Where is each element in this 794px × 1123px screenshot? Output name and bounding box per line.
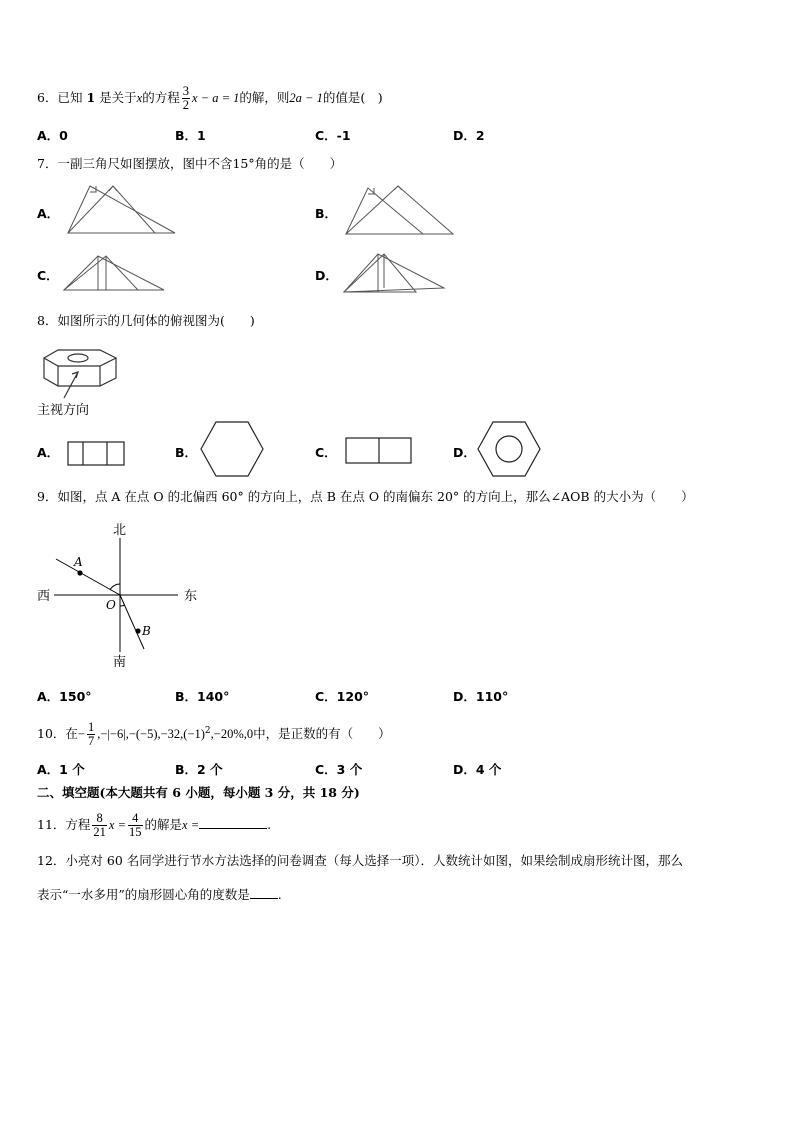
q6-fraction [182, 85, 190, 112]
q6-text-3: 的方程 [142, 90, 180, 105]
front-view-label: 主视方向 [37, 403, 90, 418]
question-11 [37, 810, 271, 840]
q11-fraction-2 [128, 812, 143, 839]
q11-text: 的解是 [144, 817, 183, 832]
q10-prefix: 10．在 [37, 726, 78, 742]
q7-option-c[interactable]: C． [37, 268, 59, 283]
question-8-text: 8．如图所示的几何体的俯视图为( ) [37, 313, 255, 328]
q11-frac2-den: 15 [129, 825, 142, 839]
q7-figure-d[interactable] [338, 248, 450, 296]
question-6 [37, 85, 383, 111]
q11-fraction-1 [92, 812, 107, 839]
q6-text-1: 已知 [57, 90, 83, 105]
q11-frac2-num: 4 [128, 812, 143, 826]
q10-suffix: 中，是正数的有（ ） [253, 726, 391, 742]
q9-option-d[interactable]: D．110° [453, 689, 509, 704]
q10-option-b[interactable]: B．2 个 [175, 762, 223, 777]
q7-figure-a[interactable] [60, 180, 182, 240]
q8-option-c[interactable]: C． [315, 445, 337, 460]
q6-option-d[interactable]: D．2 [453, 128, 485, 143]
q6-option-c[interactable]: C．-1 [315, 128, 351, 143]
q6-var-x: x [136, 91, 143, 105]
point-o-label: O [106, 598, 116, 612]
point-b-label: B [142, 624, 151, 638]
q8-figure-c[interactable] [344, 436, 414, 466]
section-2-title: 二、填空题(本大题共有 6 小题，每小题 3 分，共 18 分) [37, 785, 360, 800]
q6-text-4: 的解，则 [239, 90, 290, 105]
q11-x-eq: x = [182, 818, 200, 832]
question-12-line-1: 12．小亮对 60 名同学进行节水方法选择的问卷调查（每人选择一项）．人数统计如图，如果绘制成扇形统计图，那么 [37, 853, 684, 868]
q12-line-2-text: 表示“一水多用”的扇形圆心角的度数是 [37, 887, 250, 902]
q9-option-c[interactable]: C．120° [315, 689, 370, 704]
point-a-label: A [74, 555, 83, 569]
q6-option-a[interactable]: A．0 [37, 128, 68, 143]
q8-option-d[interactable]: D． [453, 445, 476, 460]
q7-option-d[interactable]: D． [315, 268, 338, 283]
q6-frac-num: 3 [182, 84, 189, 98]
q10-number-list-2: ,−20%,0 [210, 727, 254, 742]
q11-end: . [267, 817, 272, 832]
q10-option-a[interactable]: A．1 个 [37, 762, 85, 777]
q7-figure-b[interactable] [338, 180, 460, 240]
compass-diagram [34, 518, 210, 670]
q11-answer-blank[interactable] [199, 816, 267, 829]
q7-figure-c[interactable] [58, 248, 170, 296]
question-10 [37, 716, 391, 749]
q9-option-a[interactable]: A．150° [37, 689, 92, 704]
compass-east-label: 东 [184, 589, 198, 604]
q10-minus: − [77, 727, 85, 742]
q8-option-b[interactable]: B． [175, 445, 198, 460]
q12-answer-blank[interactable] [250, 886, 278, 899]
compass-west-label: 西 [37, 589, 51, 604]
q6-value-1: 1 [86, 90, 96, 105]
compass-south-label: 南 [113, 655, 127, 670]
q8-figure-d[interactable] [476, 420, 542, 478]
q8-figure-b[interactable] [199, 420, 265, 478]
compass-north-label: 北 [113, 523, 127, 538]
q7-option-b[interactable]: B． [315, 206, 338, 221]
q9-option-b[interactable]: B．140° [175, 689, 230, 704]
question-7-text: 7．一副三角尺如图摆放，图中不含15°角的是（ ） [37, 156, 343, 171]
q12-end: . [277, 887, 282, 902]
q6-text-5: 的值是( ) [322, 90, 383, 105]
q6-option-b[interactable]: B．1 [175, 128, 206, 143]
q11-frac1-den: 21 [93, 825, 106, 839]
q7-option-a[interactable]: A． [37, 206, 60, 221]
q10-option-c[interactable]: C．3 个 [315, 762, 363, 777]
q8-option-a[interactable]: A． [37, 445, 60, 460]
q6-equation: x − a = 1 [191, 91, 240, 105]
q10-number-list: ,−|−6|,−(−5),−32,(−1) [97, 727, 205, 742]
question-9-text: 9．如图，点 A 在点 O 的北偏西 60° 的方向上，点 B 在点 O 的南偏东 20° 的方向上，那么∠AOB 的大小为（ ） [37, 489, 694, 504]
q11-prefix: 11．方程 [37, 817, 91, 832]
question-12-line-2 [37, 886, 282, 903]
q10-fraction [87, 721, 95, 748]
q6-text-2: 是关于 [99, 90, 137, 105]
q6-frac-den: 2 [182, 98, 189, 112]
q10-option-d[interactable]: D．4 个 [453, 762, 502, 777]
q10-superscript: 2 [204, 726, 211, 736]
q11-frac1-num: 8 [92, 812, 107, 826]
q11-mid: x = [108, 818, 127, 832]
q10-frac-num: 1 [87, 720, 95, 735]
hex-nut-3d-icon [38, 348, 122, 402]
q8-figure-a[interactable] [66, 440, 128, 468]
q10-frac-den: 7 [87, 734, 95, 749]
q6-number: 6． [37, 90, 58, 105]
q6-expression: 2a − 1 [289, 91, 323, 105]
